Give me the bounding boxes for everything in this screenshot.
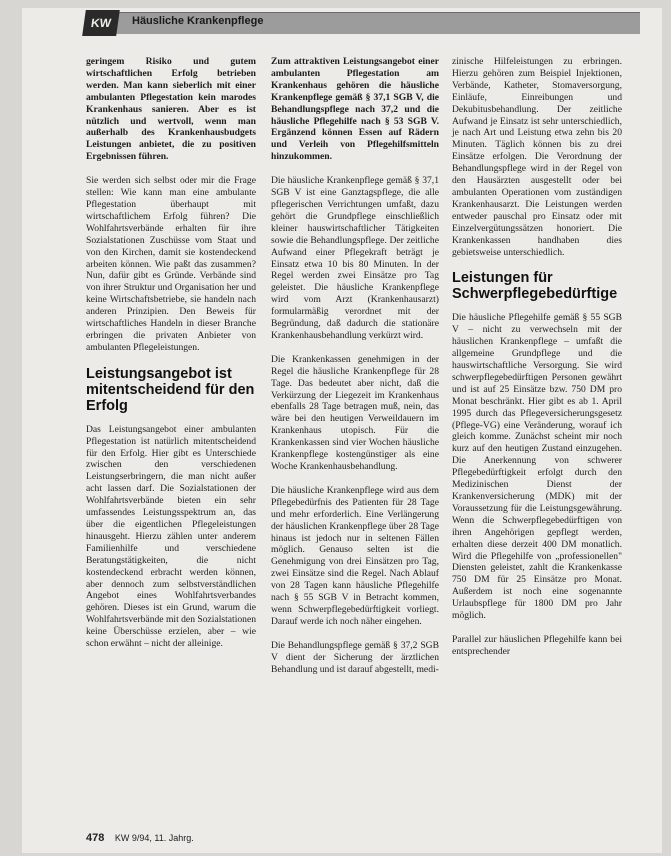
section-heading: Leistungen für Schwerpflegebedürftige xyxy=(452,270,618,303)
column-2 xyxy=(271,56,439,682)
paragraph: Das Leistungsangebot einer ambulanten Pflegestation ist natürlich mitentscheidend für den Erfolg. Hier gibt es Unterschiede zwischen den verschiedenen Leistungserbringern, die man nicht außer acht lassen darf. Die Sozialstationen der Wohlfahrtsverbände bieten ein sehr umfassendes Leistungsspektrum an, das über die eigentlichen Pflegeleistungen hinausgeht. Hierzu zählen unter anderem Familienhilfe und verschiedene Beratungstätigkeiten, die nicht kostendeckend erbracht werden können, aber dennoch zum selbstverständlichen Angebot eines Wohlfahrtsverbandes gehören. Dieses ist ein Grund, warum die Wohlfahrtsverbände mit den Sozialstationen keine Überschüsse erzielen, aber – wie schon erwähnt – nicht der alleinige. xyxy=(86,423,257,650)
paragraph: zinische Hilfeleistungen zu erbringen. Hierzu gehören zum Beispiel Injektionen, Verbände, Katheter, Stomaversorgung, Einläufe, Einreibungen und Dekubitusbehandlung. Der zeitliche Aufwand je Einsatz ist sehr unterschiedlich, je nach Art und Leistung etwa zehn bis 20 Minuten. Täglich können bis zu drei Einsätze erfolgen. Die Verordnung der Behandlungspflege wird in der Regel von den Hausärzten ausgestellt oder bei ambulanten Operationen vom zuständigen Krankenhausarzt. Die Leistungen werden entweder pauschal pro Einsatz oder mit Einzelvergütungssätzen honoriert. Die Krankenkassen handhaben dies gebietsweise unterschiedlich. xyxy=(452,56,622,258)
paragraph: Parallel zur häuslichen Pflegehilfe kann bei entsprechender xyxy=(452,633,622,657)
paragraph: Die häusliche Pflegehilfe gemäß § 55 SGB V – nicht zu verwechseln mit der häuslichen Krankenpflege – umfaßt die allgemeine Grundpflege und die hauswirtschaftliche Versorgung. Sie wird schwerpflegebedürftigen Personen gewährt und ist auf 25 Einsätze bzw. 750 DM pro Monat beschränkt. Hier gibt es ab 1. April 1995 durch das Pflegeversicherungsgesetz (Pflege-VG) eine Veränderung, worauf ich gleich komme. Zunächst scheint mir noch kurz auf den heutigen Zustand einzugehen. Die Anerkennung von schwerer Pflegebedürftigkeit erfolgt durch den Medizinischen Dienst der Krankenversicherung (MDK) mit der Voraussetzung für die Leistungsgewährung. Wenn die Schwerpflegebedürftigen von ihren Angehörigen gepflegt werden, erhalten diese derzeit 400 DM monatlich. Wird die Pflegehilfe von „professionellen" Diensten geleistet, zahlt die Krankenkasse 750 DM für 25 Einsätze pro Monat. Außerdem ist noch eine sogenannte Urlaubspflege für 1800 DM pro Jahr möglich. xyxy=(452,312,622,622)
column-1 xyxy=(86,56,256,662)
paragraph: geringem Risiko und gutem wirtschaftlichen Erfolg betrieben werden. Man kann sieberlich mit einer ambulanten Pflegestation kein marodes Krankenhaus sanieren. Aber es ist nützlich und wertvoll, wenn man außerhalb des Krankenhausbudgets Leistungen anbietet, die zu positiven Ergebnissen führen. xyxy=(86,56,256,163)
paragraph: Sie werden sich selbst oder mir die Frage stellen: Wie kann man eine ambulante Pflegestation überhaupt mit wirtschaftlichem Erfolg führen? Die Wohlfahrtsverbände erhalten für ihre Sozialstationen Zuschüsse vom Staat und von den Kirchen, damit sie kostendeckend arbeiten können. Wie paßt das zusammen? Nun, dafür gibt es Gründe. Verbände sind von ihrer Struktur und Organisation her und keine Wirtschaftsbetriebe, sie handeln nach anderen Prinzipien. Den Beweis für wirtschaftliches Handeln in dieser Branche erbringen die privaten Anbieter von ambulanten Pflegeleistungen. xyxy=(86,175,256,353)
section-title: Häusliche Krankenpflege xyxy=(132,15,264,27)
journal-logo: KW xyxy=(82,10,120,36)
column-3 xyxy=(452,56,622,664)
journal-citation: KW 9/94, 11. Jahrg. xyxy=(114,833,194,843)
paragraph: Die Krankenkassen genehmigen in der Regel die häusliche Krankenpflege für 28 Tage. Das bedeutet aber nicht, daß die Verkürzung der Liegezeit im Krankenhaus ebenfalls 28 Tage betragen muß, nein, das wäre bei den heutigen Verweildauern im Krankenhaus utopisch. Für die Krankenkassen sind vier Wochen häusliche Krankenpflege kostengünstiger als eine Woche Krankenhausbehandlung. xyxy=(271,353,439,472)
paragraph: Zum attraktiven Leistungsangebot einer ambulanten Pflegestation am Krankenhaus gehören die häusliche Krankenpflege gemäß § 37,1 SGB V, die Behandlungspflege nach 37,2 und die häusliche Pflegehilfe nach § 53 SGB V. Ergänzend können Essen auf Rädern und Verleih von Pflegehilfsmitteln hinzukommen. xyxy=(271,56,439,163)
paragraph: Die Behandlungspflege gemäß § 37,2 SGB V dient der Sicherung der ärztlichen Behandlung und ist darauf abgestellt, medi- xyxy=(271,639,439,675)
paragraph: Die häusliche Krankenpflege wird aus dem Pflegebedürfnis des Patienten für 28 Tage und mehr erforderlich. Eine Verlängerung der häuslichen Krankenpflege über 28 Tage hinaus ist jedoch nur in seltenen Fällen möglich. Genauso selten ist die Genehmigung von drei Einsätzen pro Tag, zwei Einsätze sind die Regel. Nach Ablauf von 28 Tagen kann häusliche Pflegehilfe nach § 55 SGB V in Betracht kommen, wenn Schwerpflegebedürftigkeit vorliegt. Darauf werde ich noch näher eingehen. xyxy=(271,484,439,627)
page-footer xyxy=(86,832,194,844)
page-number: 478 xyxy=(86,832,105,844)
paragraph: Die häusliche Krankenpflege gemäß § 37,1 SGB V ist eine Ganztagspflege, die alle pflegerischen Verrichtungen umfaßt, dazu gehört die Grundpflege einschließlich kleiner hauswirtschaftlicher Tätigkeiten sowie die Behandlungspflege. Der zeitliche Aufwand einer Pflegekraft beträgt je Einsatz etwa 10 bis 80 Minuten. In der Regel werden zwei Einsätze pro Tag geleistet. Die häusliche Krankenpflege wird vom Arzt (Krankenhausarzt) formularmäßig verordnet mit der Begründung, daß dadurch die stationäre Krankenhausbehandlung verkürzt wird. xyxy=(271,175,439,341)
section-heading: Leistungsangebot ist mitentscheidend für den Erfolg xyxy=(86,365,255,414)
